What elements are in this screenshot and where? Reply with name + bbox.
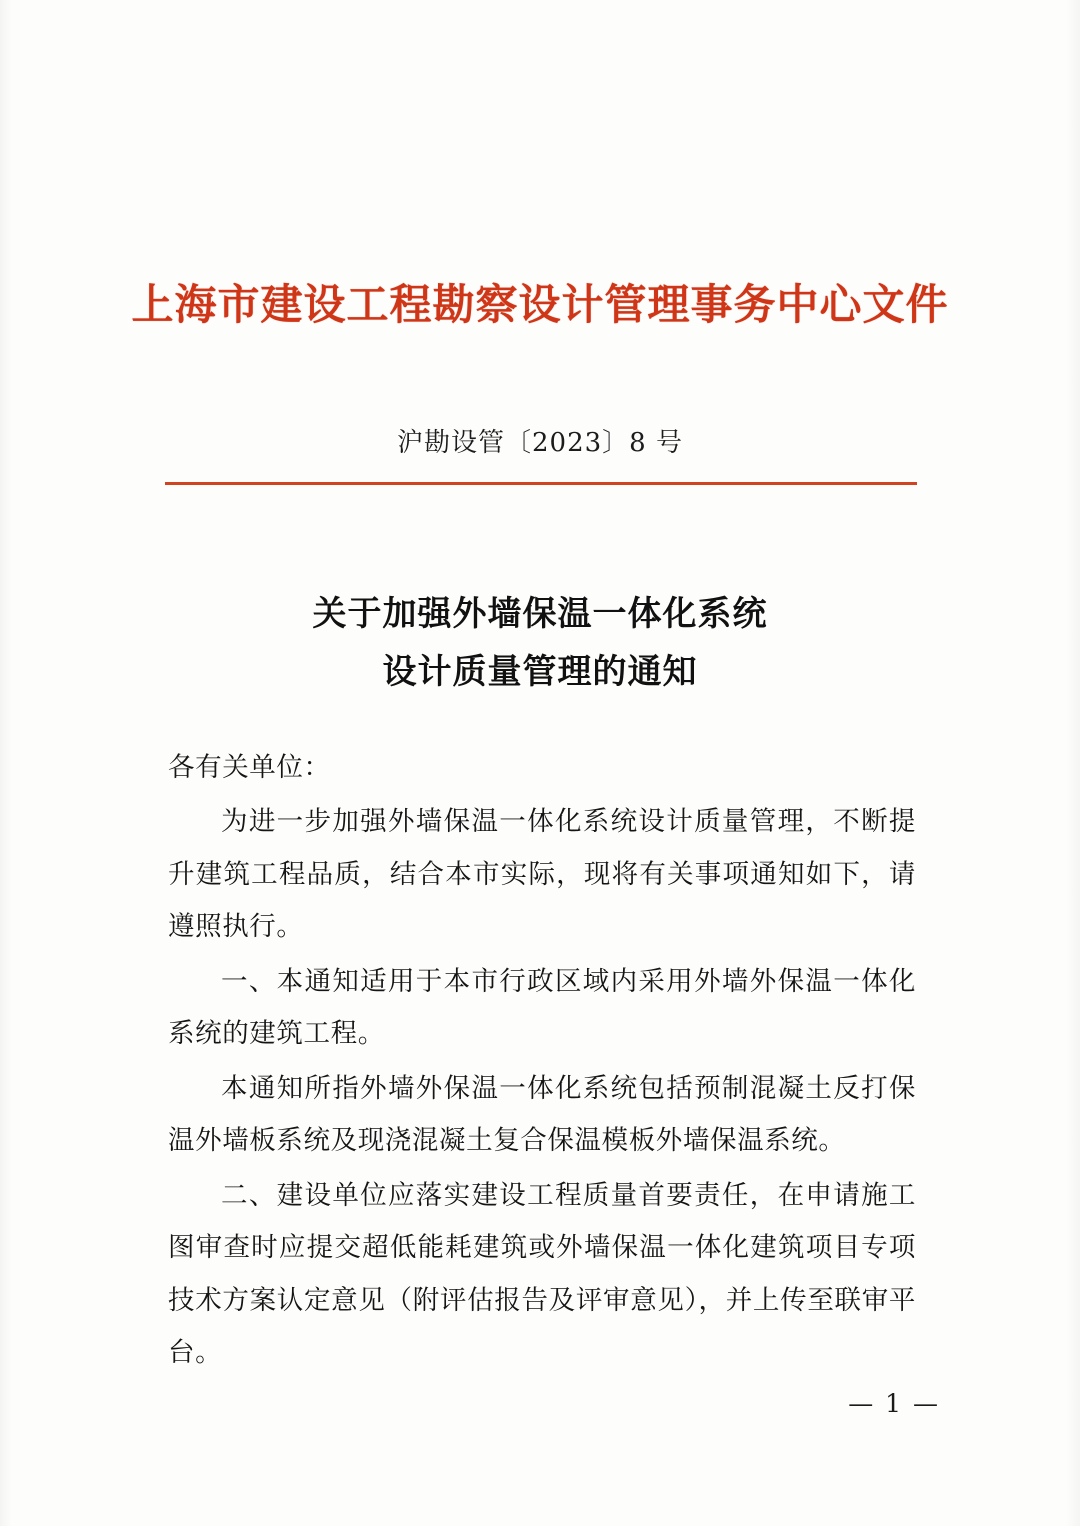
red-divider-rule: [165, 482, 917, 485]
body-paragraph: 一、本通知适用于本市行政区域内采用外墙外保温一体化系统的建筑工程。: [168, 965, 916, 1050]
body-paragraph: 为进一步加强外墙保温一体化系统设计质量管理，不断提升建筑工程品质，结合本市实际，现将有关事项通知如下，请遵照执行。: [168, 806, 916, 943]
document-title-line-1: 关于加强外墙保温一体化系统: [312, 594, 768, 634]
document-number: 沪勘设管〔2023〕8 号: [397, 428, 683, 458]
document-body: [168, 742, 916, 1382]
body-paragraph: 本通知所指外墙外保温一体化系统包括预制混凝土反打保温外墙板系统及现浇混凝土复合保温模板外墙保温系统。: [168, 1072, 916, 1157]
document-title: [0, 585, 1080, 702]
document-header: [0, 272, 1080, 332]
body-paragraph: 二、建设单位应落实建设工程质量首要责任，在申请施工图审查时应提交超低能耗建筑或外墙保温一体化建筑项目专项技术方案认定意见（附评估报告及评审意见），并上传至联审平台。: [168, 1179, 916, 1369]
page-number: — 1 —: [848, 1389, 940, 1418]
issuing-organization-title: 上海市建设工程勘察设计管理事务中心文件: [131, 280, 949, 329]
document-title-line-2: 设计质量管理的通知: [382, 652, 698, 693]
salutation: 各有关单位：: [168, 752, 331, 783]
